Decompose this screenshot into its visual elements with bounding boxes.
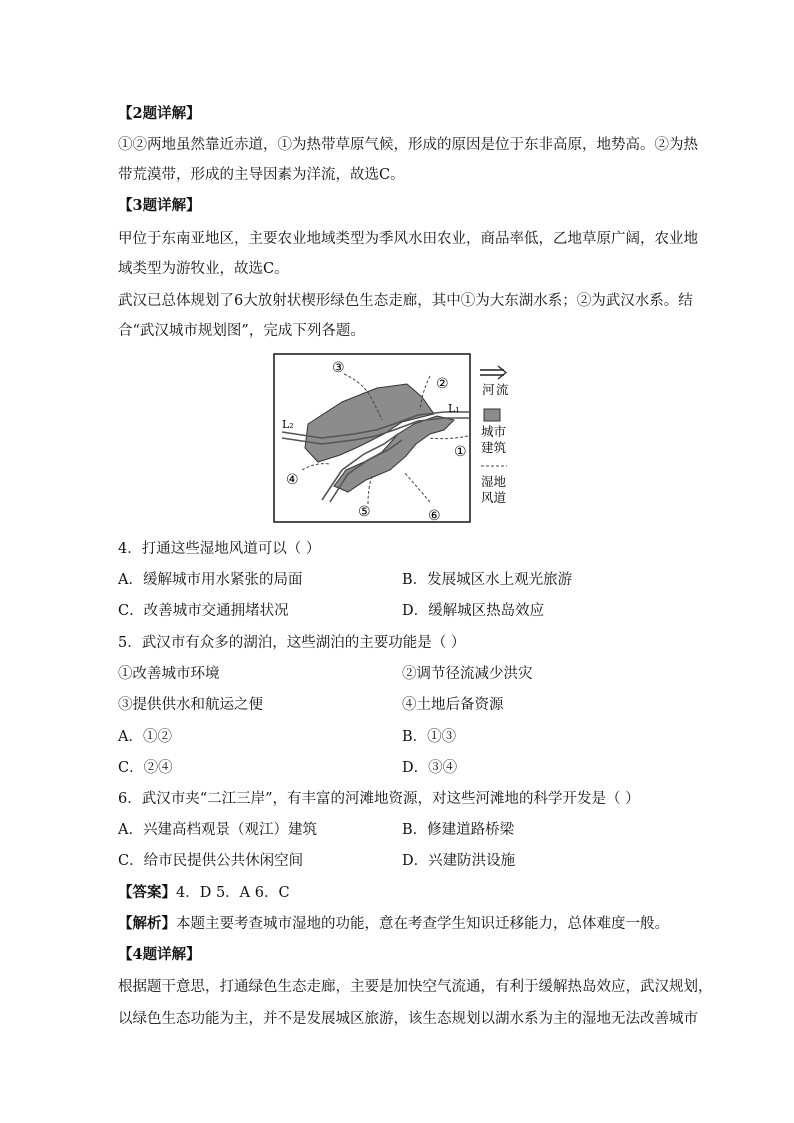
- map-label-3: ③: [332, 360, 345, 376]
- question-4-stem: 4．打通这些湿地风道可以（ ）: [118, 541, 321, 557]
- map-label-2: ②: [436, 376, 449, 392]
- heading-q3-detail: 【3题详解】: [118, 197, 201, 214]
- legend-river-char1: 河: [482, 382, 495, 397]
- question-5-option-b: B．①③: [402, 729, 457, 745]
- question-6-option-d: D．兴建防洪设施: [402, 853, 516, 869]
- question-5-statement-3: ③提供供水和航运之便: [118, 697, 263, 713]
- question-5-option-a: A．①②: [118, 729, 172, 745]
- heading-q2-detail: 【2题详解】: [118, 105, 201, 122]
- map-label-1: ①: [454, 444, 467, 460]
- legend-river-char2: 流: [496, 382, 509, 397]
- question-5-option-c: C．②④: [118, 760, 173, 776]
- paragraph-line: 合“武汉城市规划图”，完成下列各题。: [118, 323, 365, 339]
- map-legend: [480, 366, 509, 505]
- city-building-legend-swatch: [484, 409, 500, 421]
- question-6-option-b: B．修建道路桥梁: [402, 822, 515, 838]
- question-4-option-b: B．发展城区水上观光旅游: [402, 572, 573, 588]
- question-5-stem: 5．武汉市有众多的湖泊，这些湖泊的主要功能是（ ）: [118, 635, 466, 651]
- heading-q4-detail: 【4题详解】: [118, 946, 201, 963]
- question-5-statement-2: ②调节径流减少洪灾: [402, 666, 533, 682]
- answer-text: 4．D 5．A 6．C: [176, 885, 290, 901]
- question-6-option-a: A．兴建高档观景（观江）建筑: [118, 822, 317, 838]
- question-5-statement-4: ④土地后备资源: [402, 697, 504, 713]
- analysis-line: [118, 913, 669, 935]
- river-legend-arrow-icon: [498, 366, 506, 379]
- paragraph-line: 甲位于东南亚地区，主要农业地域类型为季风水田农业，商品率低，乙地草原广阔，农业地: [118, 231, 698, 247]
- map-label-l2: L₂: [282, 418, 294, 431]
- paragraph-line: 根据题干意思，打通绿色生态走廊，主要是加快空气流通，有利于缓解热岛效应，武汉规划，: [118, 979, 713, 995]
- question-6-stem: 6．武汉市夹“二江三岸”，有丰富的河滩地资源，对这些河滩地的科学开发是（ ）: [118, 791, 640, 807]
- question-5-statement-1: ①改善城市环境: [118, 666, 220, 682]
- map-label-6: ⑥: [428, 508, 441, 524]
- map-label-4: ④: [286, 472, 299, 488]
- paragraph-line: ①②两地虽然靠近赤道，①为热带草原气候，形成的原因是位于东非高原，地势高。②为热: [118, 137, 698, 153]
- analysis-tag: 【解析】: [118, 915, 176, 932]
- map-label-5: ⑤: [358, 504, 371, 520]
- legend-city-line2: 建筑: [481, 440, 507, 455]
- paragraph-line: 以绿色生态功能为主，并不是发展城区旅游，该生态规划以湖水系为主的湿地无法改善城市: [118, 1011, 698, 1027]
- answer-line: [118, 882, 290, 904]
- analysis-text: 本题主要考查城市湿地的功能，意在考查学生知识迁移能力，总体难度一般。: [176, 916, 669, 932]
- legend-city-line1: 城市: [481, 424, 507, 439]
- answer-tag: 【答案】: [118, 884, 176, 901]
- legend-wetland-line2: 风道: [481, 490, 507, 505]
- wuhan-city-plan-map: [272, 352, 522, 524]
- question-4-option-a: A．缓解城市用水紧张的局面: [118, 572, 303, 588]
- paragraph-line: 带荒漠带，形成的主导因素为洋流，故选C。: [118, 167, 405, 183]
- paragraph-line: 域类型为游牧业，故选C。: [118, 261, 289, 277]
- question-5-option-d: D．③④: [402, 760, 458, 776]
- question-4-option-c: C．改善城市交通拥堵状况: [118, 603, 289, 619]
- map-label-l1: L₁: [448, 402, 460, 415]
- question-6-option-c: C．给市民提供公共休闲空间: [118, 853, 304, 869]
- question-4-option-d: D．缓解城区热岛效应: [402, 603, 545, 619]
- legend-wetland-line1: 湿地: [481, 474, 507, 489]
- paragraph-line: 武汉已总体规划了6大放射状楔形绿色生态走廊，其中①为大东湖水系；②为武汉水系。结: [118, 293, 693, 309]
